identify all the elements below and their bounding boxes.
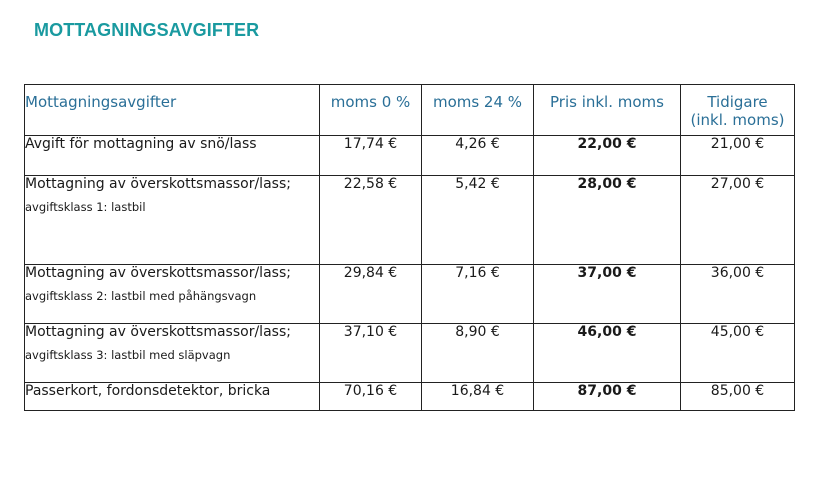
- table-row: [25, 136, 795, 176]
- row-description-main: Avgift för mottagning av snö/lass: [25, 136, 257, 152]
- header-previous-line1: Tidigare: [707, 93, 768, 111]
- row-description-main: Mottagning av överskottsmassor/lass;: [25, 324, 291, 340]
- row-description-subtext: avgiftsklass 3: lastbil med släpvagn: [25, 348, 231, 362]
- row-vat-0: 17,74 €: [320, 136, 422, 176]
- row-description: [25, 265, 320, 324]
- row-description: [25, 176, 320, 265]
- table-row: [25, 176, 795, 265]
- row-description-main: Passerkort, fordonsdetektor, bricka: [25, 383, 271, 399]
- row-vat-0: 70,16 €: [320, 383, 422, 411]
- row-description-subtext: avgiftsklass 1: lastbil: [25, 200, 146, 214]
- row-price-incl-vat: 87,00 €: [534, 383, 681, 411]
- row-price-incl-vat: 22,00 €: [534, 136, 681, 176]
- row-vat-24: 4,26 €: [422, 136, 534, 176]
- header-previous-line2: (inkl. moms): [690, 111, 785, 129]
- table-row: [25, 324, 795, 383]
- row-price-incl-vat: 28,00 €: [534, 176, 681, 265]
- row-vat-0: 22,58 €: [320, 176, 422, 265]
- row-previous-price: 27,00 €: [681, 176, 795, 265]
- row-vat-24: 8,90 €: [422, 324, 534, 383]
- header-description: Mottagningsavgifter: [25, 85, 320, 136]
- row-vat-24: 5,42 €: [422, 176, 534, 265]
- row-previous-price: 45,00 €: [681, 324, 795, 383]
- row-vat-24: 16,84 €: [422, 383, 534, 411]
- row-previous-price: 85,00 €: [681, 383, 795, 411]
- header-previous-price: [681, 85, 795, 136]
- row-description-main: Mottagning av överskottsmassor/lass;: [25, 265, 291, 281]
- row-vat-0: 29,84 €: [320, 265, 422, 324]
- table-row: [25, 265, 795, 324]
- row-description-subtext: avgiftsklass 2: lastbil med påhängsvagn: [25, 289, 257, 303]
- header-vat-0: moms 0 %: [320, 85, 422, 136]
- row-description: [25, 383, 320, 411]
- table-header-row: [25, 85, 795, 136]
- row-vat-0: 37,10 €: [320, 324, 422, 383]
- row-price-incl-vat: 37,00 €: [534, 265, 681, 324]
- header-vat-24: moms 24 %: [422, 85, 534, 136]
- header-price-incl-vat: Pris inkl. moms: [534, 85, 681, 136]
- row-description: [25, 324, 320, 383]
- table-row: [25, 383, 795, 411]
- row-description-main: Mottagning av överskottsmassor/lass;: [25, 176, 291, 192]
- row-price-incl-vat: 46,00 €: [534, 324, 681, 383]
- fee-table: [24, 84, 795, 411]
- row-previous-price: 36,00 €: [681, 265, 795, 324]
- row-vat-24: 7,16 €: [422, 265, 534, 324]
- row-previous-price: 21,00 €: [681, 136, 795, 176]
- row-description: [25, 136, 320, 176]
- page-title: MOTTAGNINGSAVGIFTER: [34, 20, 260, 40]
